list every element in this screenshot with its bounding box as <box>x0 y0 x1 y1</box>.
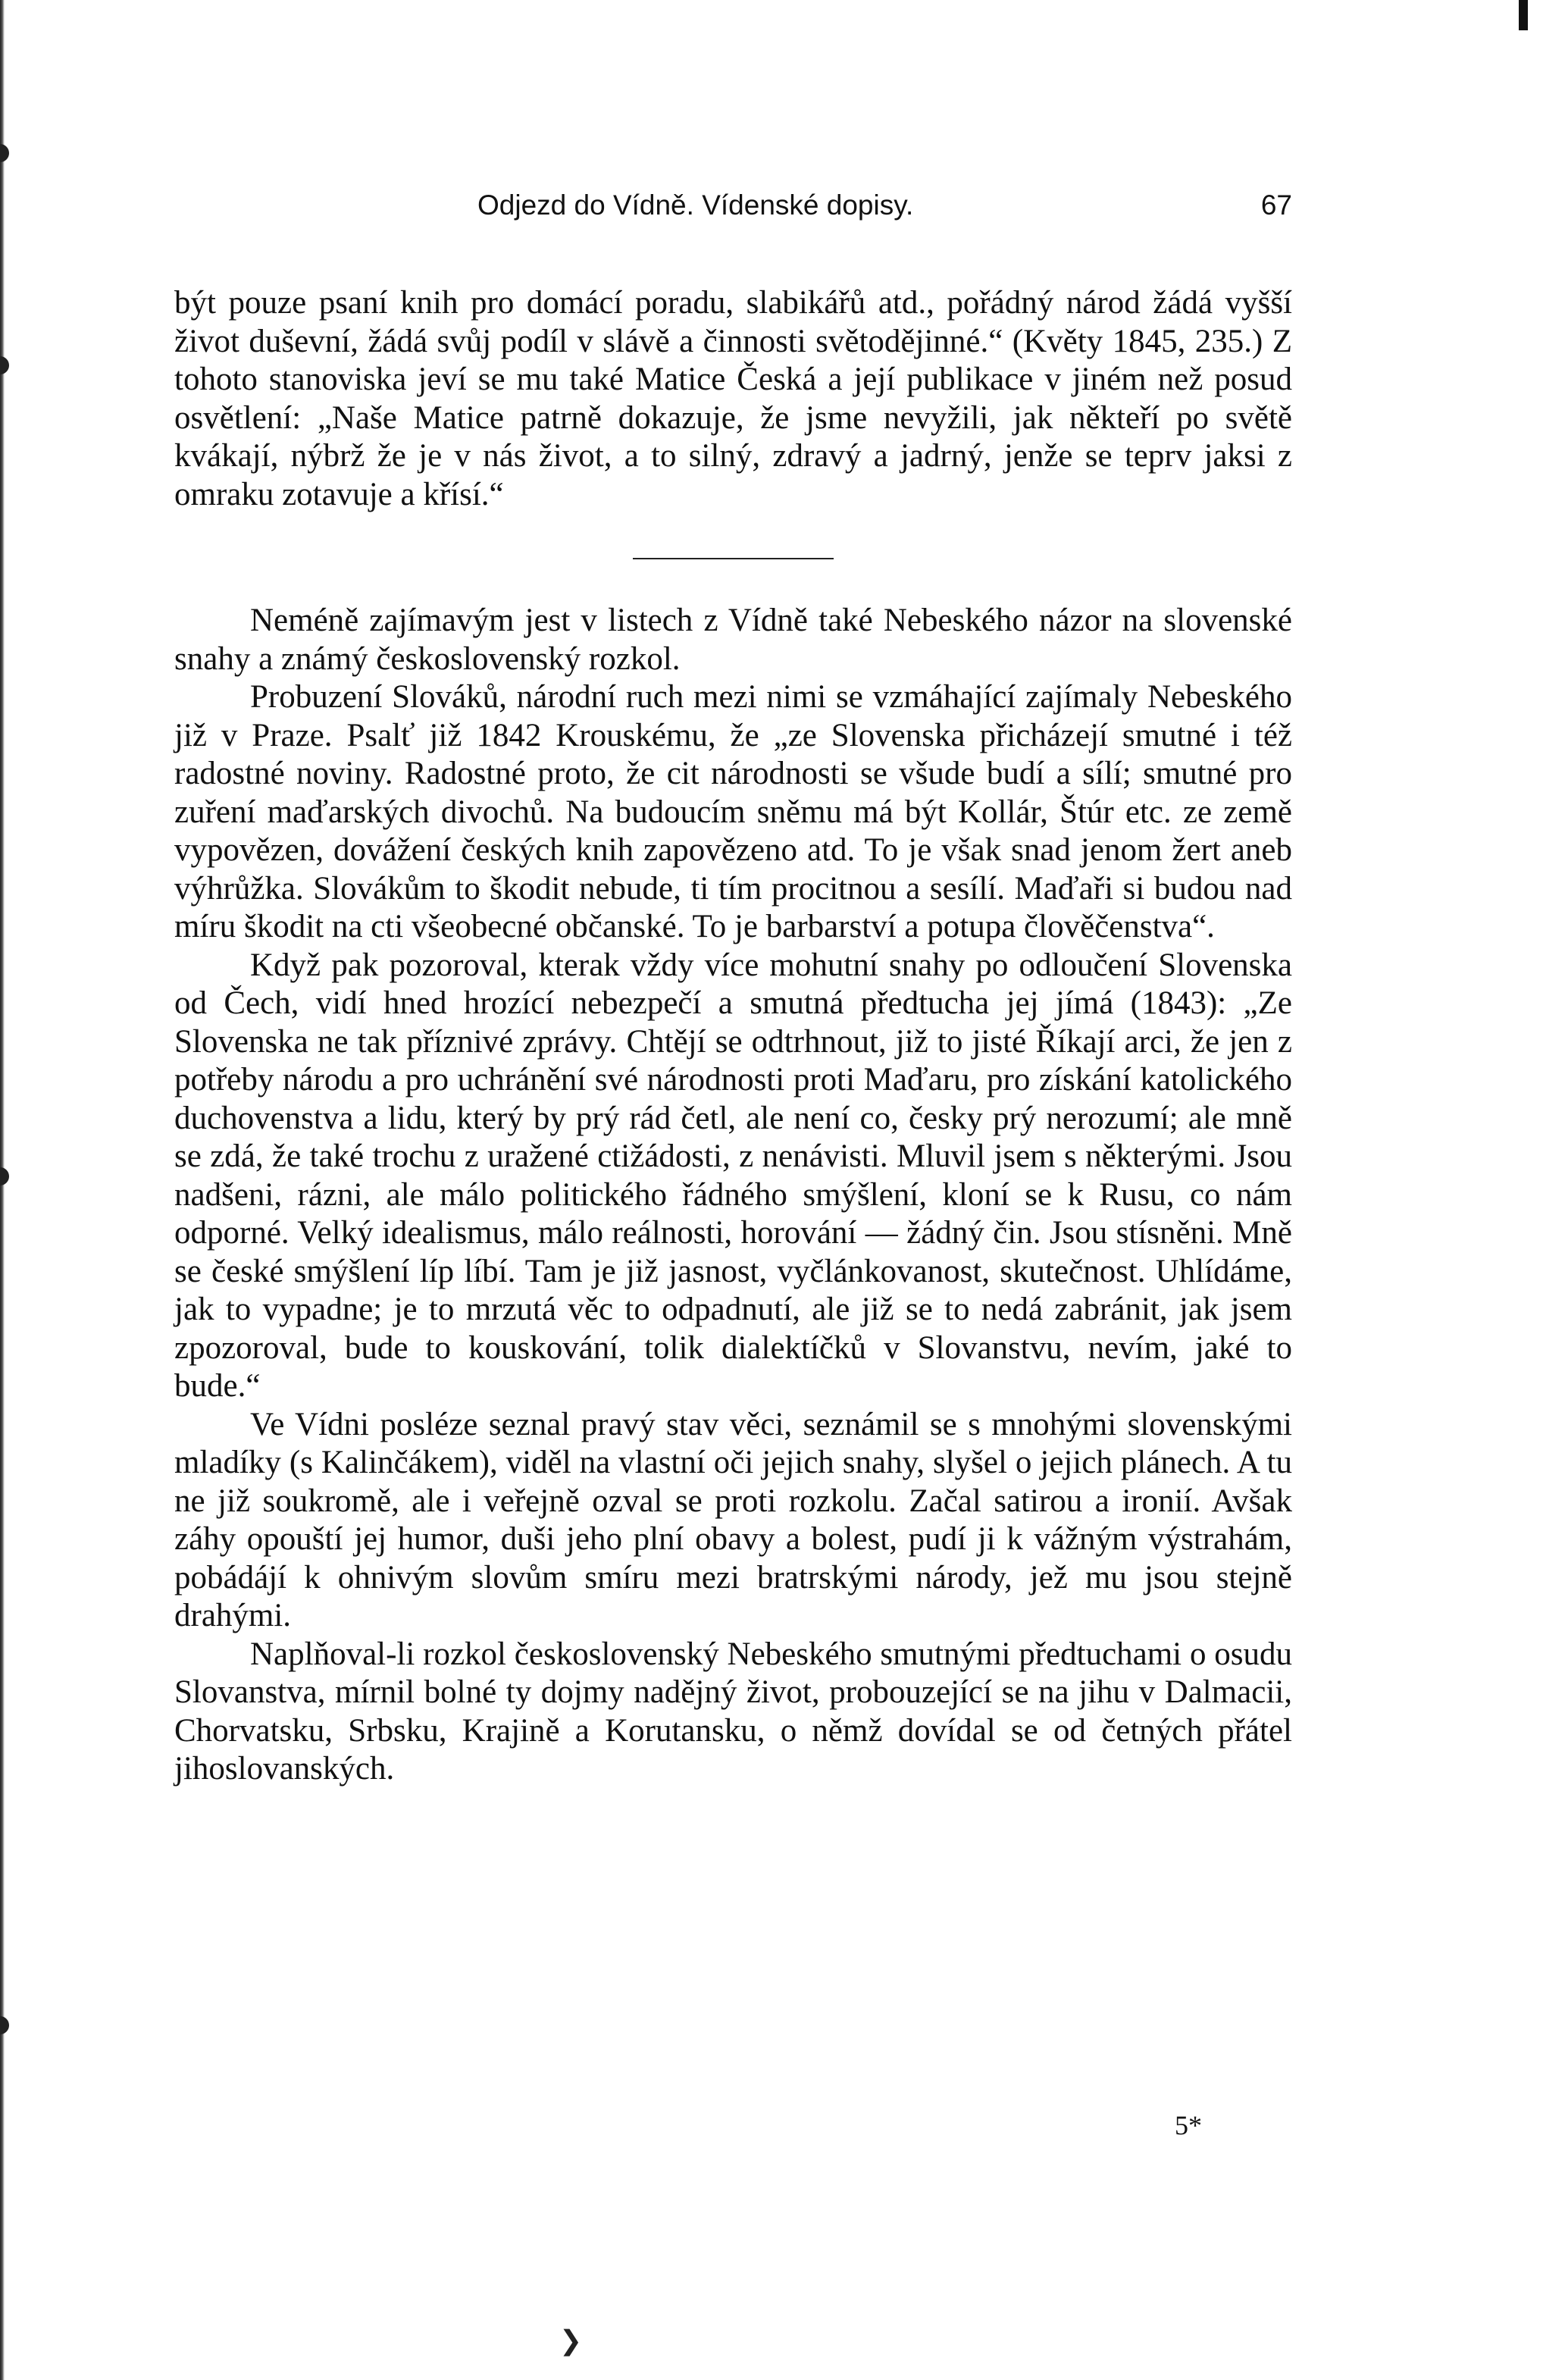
scan-mark <box>0 144 9 162</box>
paragraph: Probuzení Slováků, národní ruch mezi nimi se vzmáhající zajímaly Nebeského již v Praze. Psalť již 1842 Krouskému, že „ze Slovenska přicházejí smutné i též radostné noviny. Radostné proto, že cit národnosti se všude budí a sílí; smutné pro zuření maďarských divochů. Na budoucím sněmu má být Kollár, Štúr etc. ze země vypovězen, dovážení českých knih zapovězeno atd. To je však snad jenom žert aneb výhrůžka. Slovákům to škodit nebude, ti tím procitnou a sesílí. Maďaři si budou nad míru škodit na cti všeobecné občanské. To je barbarství a potupa člověčenstva“. <box>174 679 1292 944</box>
paragraph: Naplňoval-li rozkol československý Nebeského smutnými předtuchami o osudu Slovanstva, mírnil bolné ty dojmy nadějný život, probouzející se na jihu v Dalmacii, Chorvatsku, Srbsku, Krajině a Korutansku, o němž dovídal se od četných přátel jihoslovanských. <box>174 1636 1292 1787</box>
running-title: Odjezd do Vídně. Vídenské dopisy. <box>477 189 914 221</box>
scan-mark <box>0 1167 9 1185</box>
section-divider <box>633 558 834 559</box>
page-number: 67 <box>1260 189 1292 221</box>
scan-mark <box>0 356 9 374</box>
scan-edge-right <box>1519 0 1528 30</box>
paragraph-continued: být pouze psaní knih pro domácí poradu, slabikářů atd., pořádný národ žádá vyšší život duševní, žádá svůj podíl v slávě a činnosti světodějinné.“ (Květy 1845, 235.) Z tohoto stanoviska jeví se mu také Matice Česká a její publikace v jiném než posud osvětlení: „Naše Matice patrně dokazuje, že jsme nevyžili, jak někteří po světě kvákají, nýbrž že je v nás život, a to silný, zdravý a jadrný, jenže se teprv jaksi z omraku zotavuje a křísí.“ <box>174 285 1292 512</box>
paragraph: Ve Vídni posléze seznal pravý stav věci, seznámil se s mnohými slovenskými mladíky (s Kalinčákem), viděl na vlastní oči jejich snahy, slyšel o jejich plánech. A tu ne již soukromě, ale i veřejně ozval se proti rozkolu. Začal satirou a ironií. Avšak záhy opouští jej humor, duši jeho plní obavy a bolest, pudí ji k vážným výstrahám, pobádájí k ohnivým slovům smíru mezi bratrskými národy, jež mu jsou stejně drahými. <box>174 1406 1292 1633</box>
book-page <box>174 189 1292 1789</box>
signature-mark: 5* <box>1175 2110 1202 2140</box>
scan-mark <box>0 2016 9 2034</box>
paragraph: Když pak pozoroval, kterak vždy více mohutní snahy po odloučení Slovenska od Čech, vidí hned hrozící nebezpečí a smutná předtucha jej jímá (1843): „Ze Slovenska ne tak příznivé zprávy. Chtějí se odtrhnout, již to jisté Říkají arci, že jen z potřeby národu a pro uchránění své národnosti proti Maďaru, pro získání katolického duchovenstva a lidu, který by prý rád četl, ale není co, česky prý nerozumí; ale mně se zdá, že také trochu z uražené ctižádosti, z nenávisti. Mluvil jsem s některými. Jsou nadšeni, rázni, ale málo politického řádného smýšlení, kloní se k Rusu, co nám odporné. Velký idealismus, málo reálnosti, horování — žádný čin. Jsou stísněni. Mně se české smýšlení líp líbí. Tam je již jasnost, vyčlánkovanost, skutečnost. Uhlídáme, jak to vypadne; je to mrzutá věc to odpadnutí, ale již se to nedá zabránit, jak jsem zpozoroval, bude to kouskování, tolik dialektíčků v Slovanstvu, nevím, jaké to bude.“ <box>174 947 1292 1404</box>
stray-mark: ❯ <box>559 2325 583 2357</box>
running-head <box>174 189 1292 235</box>
paragraph: Neméně zajímavým jest v listech z Vídně také Nebeského názor na slovenské snahy a známý československý rozkol. <box>174 603 1292 677</box>
body-text <box>174 284 1292 1789</box>
